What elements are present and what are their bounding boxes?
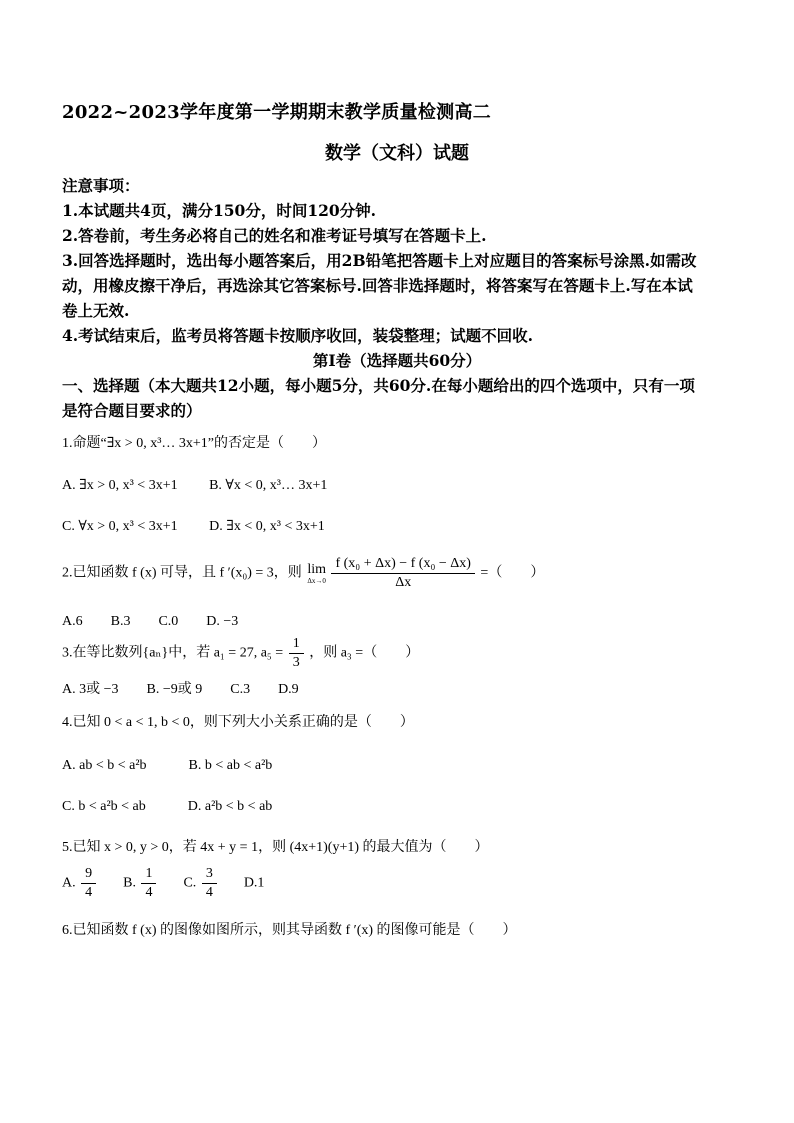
option-b-fraction — [141, 866, 156, 901]
question-2-prefix: 2.已知函数 f (x) 可导，且 f ′(x₀) = 3，则 — [62, 565, 302, 581]
option-d: D.1 — [243, 875, 265, 891]
question-2-stem — [62, 556, 544, 591]
question-3-suffix: ，则 a₃ =（ ） — [309, 645, 420, 661]
question-5-options — [62, 866, 264, 901]
difference-quotient-numerator: f (x₀ + Δx) − f (x₀ − Δx) — [331, 556, 474, 574]
notice-item: 动，用橡皮擦干净后，再选涂其它答案标号.回答非选择题时，将答案写在答题卡上.写在本试 — [62, 276, 693, 295]
fraction-denominator: 4 — [145, 885, 153, 900]
question-4-stem: 4.已知 0 < a < 1, b < 0，则下列大小关系正确的是（ ） — [62, 715, 414, 730]
difference-quotient-denominator: Δx — [395, 575, 412, 590]
fraction-numerator: 1 — [141, 866, 156, 884]
question-5-stem: 5.已知 x > 0, y > 0，若 4x + y = 1，则 (4x+1)(y+1) 的最大值为（ ） — [62, 840, 489, 855]
fraction-numerator: 1 — [289, 636, 304, 654]
limit-symbol: lim — [307, 561, 326, 577]
exam-title: 2022~2023学年度第一学期期末教学质量检测高二 — [62, 102, 492, 123]
one-third-fraction — [289, 636, 304, 671]
difference-quotient — [331, 556, 474, 591]
notice-heading: 注意事项： — [62, 176, 140, 195]
fraction-denominator: 3 — [292, 655, 300, 670]
fraction-denominator: 4 — [85, 885, 93, 900]
fraction-numerator: 9 — [81, 866, 96, 884]
question-2-options: A.6 B.3 C.0 D. −3 — [62, 614, 239, 629]
exam-subtitle: 数学（文科）试题 — [325, 143, 469, 164]
notice-item: 2.答卷前，考生务必将自己的姓名和准考证号填写在答题卡上. — [62, 226, 487, 245]
question-1-stem: 1.命题“∃x > 0, x³… 3x+1”的否定是（ ） — [62, 436, 327, 451]
section-instruction: 一、选择题（本大题共12小题，每小题5分，共60分.在每小题给出的四个选项中，只有一项 — [62, 376, 695, 395]
notice-item: 3.回答选择题时，选出每小题答案后，用2B铅笔把答题卡上对应题目的答案标号涂黑.如需改 — [62, 251, 697, 270]
question-1-options-ab: A. ∃x > 0, x³ < 3x+1 B. ∀x < 0, x³… 3x+1 — [62, 478, 328, 493]
section-instruction-cont: 是符合题目要求的） — [62, 401, 202, 420]
notice-item: 卷上无效. — [62, 301, 130, 320]
question-3-options: A. 3或 −3 B. −9或 9 C.3 D.9 — [62, 682, 299, 697]
question-6-stem: 6.已知函数 f (x) 的图像如图所示，则其导函数 f ′(x) 的图像可能是（ ） — [62, 923, 517, 938]
section-heading: 第Ⅰ卷（选择题共60分） — [312, 351, 482, 370]
option-a-fraction — [81, 866, 96, 901]
question-4-options-cd: C. b < a²b < ab D. a²b < b < ab — [62, 799, 273, 814]
option-c-label: C. — [183, 875, 197, 891]
question-4-options-ab: A. ab < b < a²b B. b < ab < a²b — [62, 758, 273, 773]
question-3-prefix: 3.在等比数列{aₙ}中，若 a₁ = 27, a₅ = — [62, 645, 284, 661]
notice-item: 4.考试结束后，监考员将答题卡按顺序收回，装袋整理；试题不回收. — [62, 326, 534, 345]
question-1-options-cd: C. ∀x > 0, x³ < 3x+1 D. ∃x < 0, x³ < 3x+1 — [62, 519, 325, 534]
fraction-denominator: 4 — [205, 885, 213, 900]
option-c-fraction — [202, 866, 217, 901]
fraction-numerator: 3 — [202, 866, 217, 884]
question-2-suffix: =（ ） — [480, 565, 545, 581]
limit-operator — [307, 563, 326, 585]
limit-subscript: Δx→0 — [307, 576, 326, 585]
notice-item: 1.本试题共4页，满分150分，时间120分钟. — [62, 201, 377, 220]
option-a-label: A. — [62, 875, 76, 891]
option-b-label: B. — [123, 875, 136, 891]
question-3-stem — [62, 636, 419, 671]
